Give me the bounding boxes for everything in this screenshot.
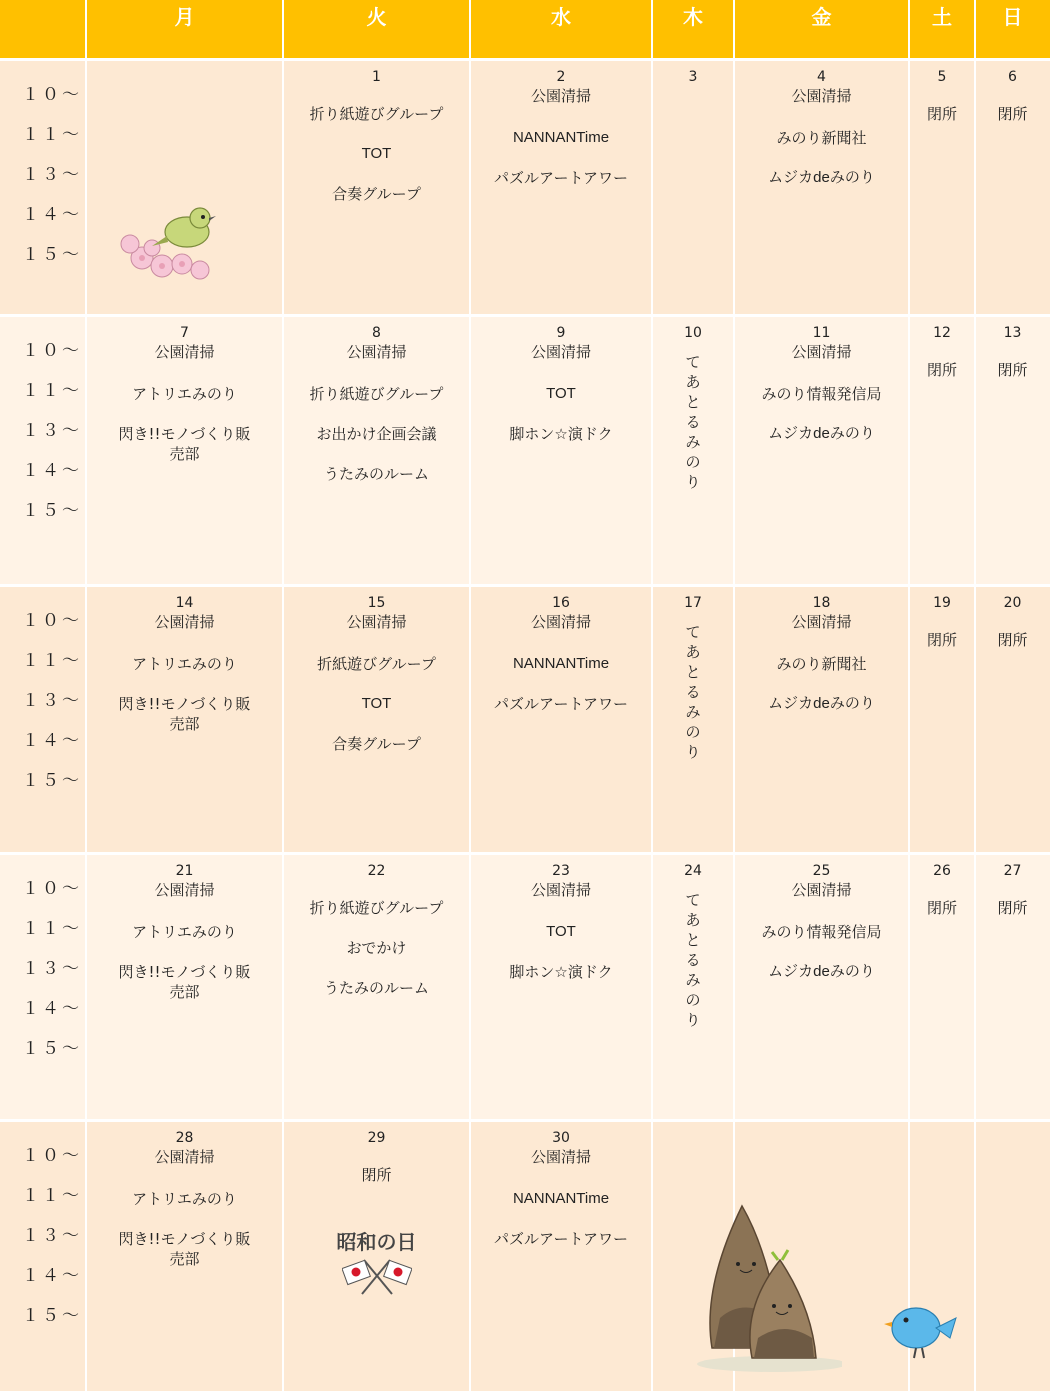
event-label: TOT	[361, 145, 392, 162]
day-number: 26	[933, 863, 951, 879]
event-label: ムジカdeみのり	[768, 695, 875, 712]
day-number: 4	[817, 69, 826, 85]
grid-row-divider	[0, 314, 1050, 317]
weekday-header: 火	[283, 0, 470, 58]
grid-column-divider	[469, 0, 471, 1391]
day-number: 5	[937, 69, 947, 85]
event-label: ムジカdeみのり	[768, 963, 875, 980]
day-number: 18	[812, 595, 831, 611]
event-label: 公園清掃	[791, 881, 852, 899]
time-slot-label: １４～	[22, 1266, 82, 1286]
event-label: 閉所	[926, 631, 957, 649]
day-cell[interactable]	[652, 60, 734, 316]
day-number: 25	[812, 863, 831, 879]
day-cell[interactable]	[470, 854, 652, 1121]
event-label: ムジカdeみのり	[768, 169, 875, 186]
time-column	[0, 60, 86, 316]
vertical-event-label: てあとるみのり	[685, 623, 701, 761]
time-slot-label: １０～	[22, 1146, 82, 1166]
event-label: アトリエみのり	[132, 385, 237, 403]
event-label: 閃き!!モノづくり販売部	[118, 1230, 251, 1268]
grid-row-divider	[0, 852, 1050, 855]
event-label: アトリエみのり	[132, 655, 237, 673]
day-cell[interactable]	[975, 1121, 1050, 1391]
day-cell[interactable]	[975, 854, 1050, 1121]
event-label: みのり新聞社	[776, 655, 867, 673]
weekday-header: 日	[975, 0, 1050, 58]
grid-row-divider	[0, 1119, 1050, 1122]
event-label: 閉所	[926, 105, 957, 123]
weekday-header: 土	[909, 0, 975, 58]
time-slot-label: １０～	[22, 611, 82, 631]
day-number: 3	[688, 69, 698, 85]
day-number: 30	[552, 1130, 570, 1146]
time-column	[0, 854, 86, 1121]
time-slot-label: １１～	[22, 651, 82, 671]
day-cell[interactable]	[470, 586, 652, 854]
event-label: TOT	[361, 695, 392, 712]
event-label: 公園清掃	[530, 87, 591, 105]
time-slot-label: １１～	[22, 1186, 82, 1206]
event-label: パズルアートアワー	[493, 169, 629, 187]
time-slot-label: １４～	[22, 461, 82, 481]
vertical-event-label: てあとるみのり	[685, 353, 701, 491]
day-cell[interactable]	[909, 854, 975, 1121]
event-label: 公園清掃	[530, 881, 591, 899]
event-label: うたみのルーム	[323, 465, 429, 483]
day-cell[interactable]	[86, 854, 283, 1121]
day-cell[interactable]	[734, 60, 909, 316]
day-cell[interactable]	[734, 316, 909, 586]
event-label: 折り紙遊びグループ	[309, 899, 444, 917]
event-label: 公園清掃	[154, 343, 215, 361]
event-label: 公園清掃	[530, 343, 591, 361]
day-number: 27	[1003, 863, 1022, 879]
event-label: 合奏グループ	[332, 185, 421, 203]
weekday-header: 月	[86, 0, 283, 58]
time-slot-label: １３～	[22, 1226, 82, 1246]
event-label: 閉所	[997, 899, 1028, 917]
event-label: 公園清掃	[154, 613, 215, 631]
event-label: 折り紙遊びグループ	[309, 105, 444, 123]
time-slot-label: １３～	[22, 165, 82, 185]
day-number: 24	[684, 863, 702, 879]
grid-column-divider	[85, 0, 87, 1391]
time-slot-label: １３～	[22, 421, 82, 441]
time-slot-label: １４～	[22, 999, 82, 1019]
event-label: パズルアートアワー	[493, 1230, 629, 1248]
day-number: 15	[367, 595, 386, 611]
event-label: パズルアートアワー	[493, 695, 629, 713]
day-cell[interactable]	[652, 316, 734, 586]
time-slot-label: １５～	[22, 501, 82, 521]
day-number: 20	[1003, 595, 1022, 611]
event-label: 折紙遊びグループ	[317, 655, 436, 673]
time-slot-label: １４～	[22, 205, 82, 225]
event-label: 閉所	[361, 1166, 392, 1184]
day-number: 2	[556, 69, 566, 85]
event-label: 脚ホン☆演ドク	[509, 963, 613, 981]
grid-column-divider	[282, 0, 284, 1391]
time-slot-list	[22, 869, 82, 1069]
day-number: 23	[552, 863, 570, 879]
event-label: 公園清掃	[154, 1148, 215, 1166]
event-label: アトリエみのり	[132, 1190, 237, 1208]
day-cell[interactable]	[652, 586, 734, 854]
grid-column-divider	[908, 0, 910, 1391]
time-slot-list	[22, 601, 82, 801]
event-label: 脚ホン☆演ドク	[509, 425, 613, 443]
day-cell[interactable]	[975, 586, 1050, 854]
time-slot-label: １０～	[22, 341, 82, 361]
event-label: 閉所	[997, 631, 1028, 649]
time-slot-label: １１～	[22, 381, 82, 401]
event-label: NANNANTime	[512, 655, 610, 672]
time-slot-label: １４～	[22, 731, 82, 751]
day-number: 11	[812, 325, 831, 341]
event-label: みのり新聞社	[776, 129, 867, 147]
day-number: 9	[556, 325, 566, 341]
event-label: みのり情報発信局	[761, 923, 882, 941]
event-label: うたみのルーム	[323, 979, 429, 997]
day-cell[interactable]	[470, 1121, 652, 1391]
day-cell[interactable]	[86, 586, 283, 854]
time-slot-label: １５～	[22, 1039, 82, 1059]
event-label: 公園清掃	[154, 881, 215, 899]
day-number: 6	[1008, 69, 1017, 85]
event-label: NANNANTime	[512, 1190, 610, 1207]
event-label: おでかけ	[346, 939, 407, 957]
day-cell[interactable]	[734, 854, 909, 1121]
bird-on-blossom-illustration	[112, 200, 242, 290]
weekday-header: 木	[652, 0, 734, 58]
blue-bird-icon	[880, 1298, 960, 1364]
time-column	[0, 1121, 86, 1391]
event-label: 閃き!!モノづくり販売部	[118, 425, 251, 463]
day-cell[interactable]	[975, 316, 1050, 586]
time-slot-label: １５～	[22, 245, 82, 265]
event-label: 公園清掃	[530, 613, 591, 631]
day-number: 22	[367, 863, 386, 879]
event-label: 閉所	[997, 105, 1028, 123]
crossed-flags-icon	[342, 1256, 412, 1296]
holiday-label: 昭和の日	[336, 1230, 417, 1254]
day-cell[interactable]	[734, 586, 909, 854]
day-number: 16	[552, 595, 570, 611]
day-number: 19	[933, 595, 951, 611]
day-cell[interactable]	[283, 586, 470, 854]
event-label: 公園清掃	[346, 343, 407, 361]
day-number: 21	[175, 863, 194, 879]
time-slot-label: １０～	[22, 879, 82, 899]
day-cell[interactable]	[86, 1121, 283, 1391]
time-slot-label: １１～	[22, 125, 82, 145]
time-slot-label: １５～	[22, 1306, 82, 1326]
day-number: 10	[684, 325, 702, 341]
event-label: ムジカdeみのり	[768, 425, 875, 442]
event-label: NANNANTime	[512, 129, 610, 146]
event-label: 公園清掃	[791, 613, 852, 631]
time-slot-list	[22, 1136, 82, 1336]
event-label: みのり情報発信局	[761, 385, 882, 403]
event-label: 公園清掃	[791, 87, 852, 105]
time-slot-label: １５～	[22, 771, 82, 791]
day-cell[interactable]	[909, 586, 975, 854]
day-number: 1	[372, 69, 381, 85]
event-label: 合奏グループ	[332, 735, 421, 753]
event-label: 公園清掃	[791, 343, 852, 361]
time-slot-label: １３～	[22, 959, 82, 979]
day-cell[interactable]	[470, 316, 652, 586]
day-number: 28	[175, 1130, 194, 1146]
day-number: 13	[1003, 325, 1022, 341]
day-number: 8	[372, 325, 381, 341]
day-cell[interactable]	[470, 60, 652, 316]
day-number: 14	[175, 595, 194, 611]
grid-column-divider	[974, 0, 976, 1391]
weekday-header: 金	[734, 0, 909, 58]
time-column	[0, 586, 86, 854]
day-cell[interactable]	[86, 316, 283, 586]
time-slot-list	[22, 331, 82, 531]
day-number: 12	[933, 325, 951, 341]
day-number: 17	[684, 595, 702, 611]
event-label: 閉所	[926, 361, 957, 379]
event-label: 公園清掃	[346, 613, 407, 631]
grid-column-divider	[733, 0, 735, 1391]
bamboo-shoot-illustration	[692, 1198, 842, 1378]
day-number: 7	[180, 325, 189, 341]
day-cell[interactable]	[909, 60, 975, 316]
event-label: 閉所	[926, 899, 957, 917]
day-cell[interactable]	[283, 854, 470, 1121]
time-slot-label: １０～	[22, 85, 82, 105]
event-label: 折り紙遊びグループ	[309, 385, 444, 403]
event-label: 公園清掃	[530, 1148, 591, 1166]
time-slot-label: １１～	[22, 919, 82, 939]
event-label: 閃き!!モノづくり販売部	[118, 695, 251, 733]
day-cell[interactable]	[975, 60, 1050, 316]
vertical-event-label: てあとるみのり	[685, 891, 701, 1029]
header-corner	[0, 0, 86, 58]
day-cell[interactable]	[283, 316, 470, 586]
grid-column-divider	[651, 0, 653, 1391]
event-label: 閃き!!モノづくり販売部	[118, 963, 251, 1001]
grid-row-divider	[0, 584, 1050, 587]
time-slot-list	[22, 75, 82, 275]
event-label: TOT	[546, 923, 576, 940]
day-number: 29	[367, 1130, 386, 1146]
grid-row-divider	[0, 58, 1050, 61]
event-label: アトリエみのり	[132, 923, 237, 941]
event-label: 閉所	[997, 361, 1028, 379]
event-label: お出かけ企画会議	[316, 425, 437, 443]
event-label: TOT	[546, 385, 576, 402]
weekday-header: 水	[470, 0, 652, 58]
day-cell[interactable]	[909, 316, 975, 586]
time-column	[0, 316, 86, 586]
day-cell[interactable]	[283, 60, 470, 316]
day-cell[interactable]	[652, 854, 734, 1121]
time-slot-label: １３～	[22, 691, 82, 711]
